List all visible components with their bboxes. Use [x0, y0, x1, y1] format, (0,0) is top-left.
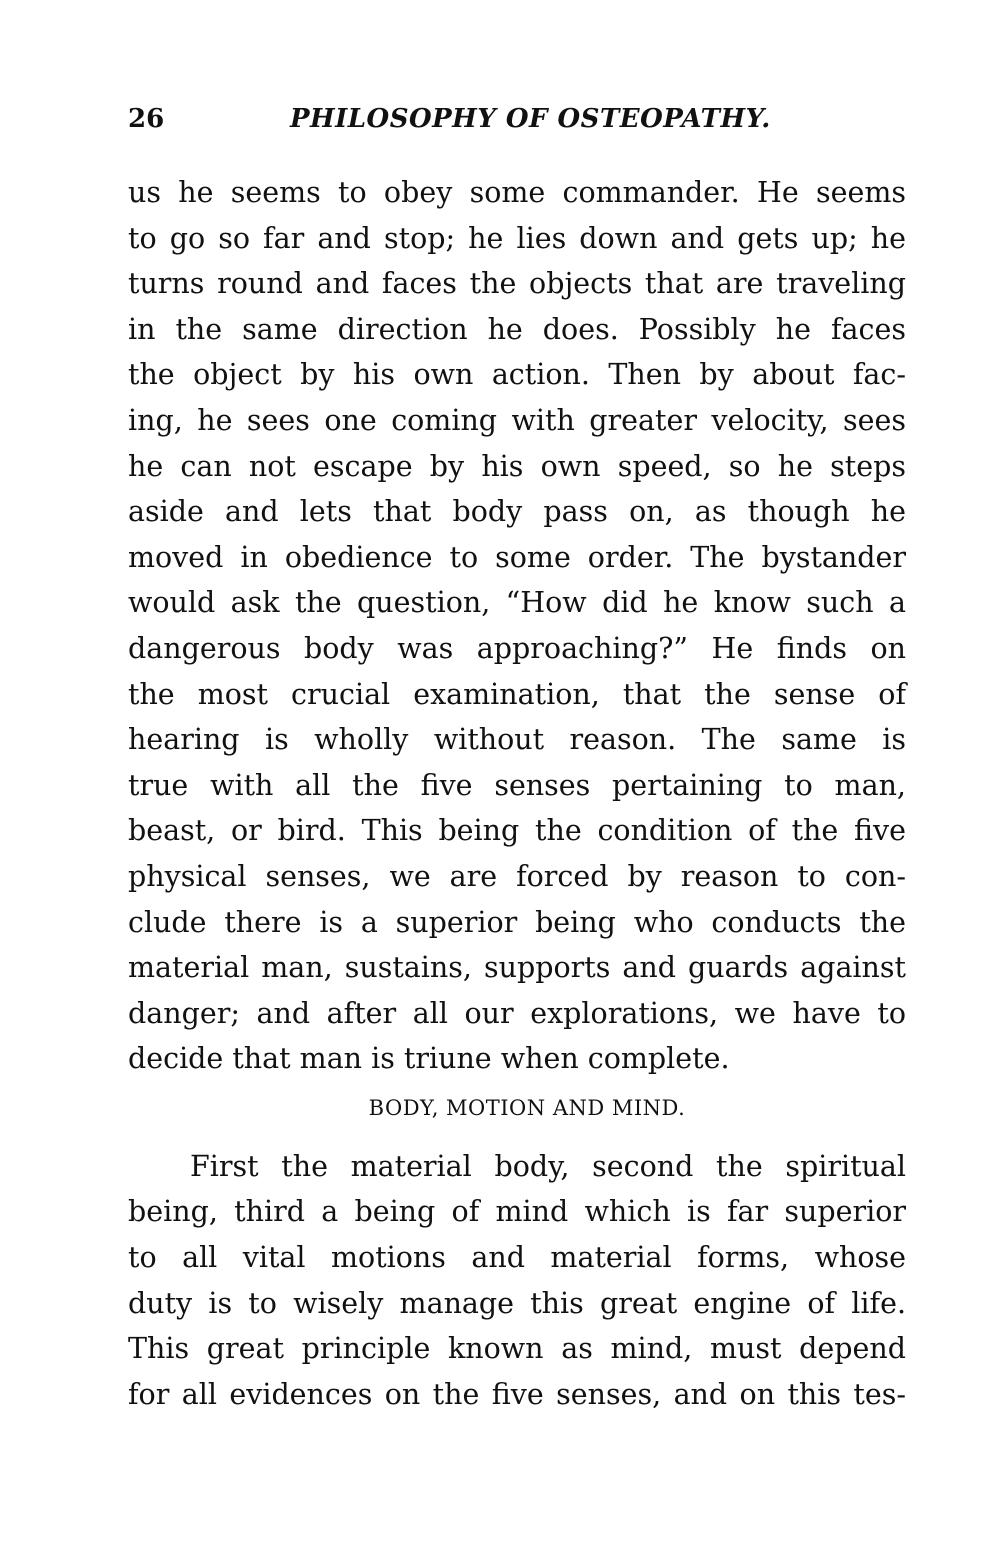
text-line: decide that man is triune when complete.	[128, 1042, 730, 1076]
text-line: true with all the five senses pertaining to man,	[128, 768, 906, 802]
text-line: us he seems to obey some commander. He seems	[128, 176, 906, 209]
page-body	[128, 170, 906, 1417]
text-line: First the material body, second the spiritual	[190, 1149, 906, 1183]
page-number: 26	[128, 104, 165, 134]
text-line: being, third a being of mind which is far superior	[128, 1195, 906, 1229]
paragraph-1	[128, 170, 906, 1082]
text-line: would ask the question, “How did he know such a	[128, 586, 906, 620]
text-line: duty is to wisely manage this great engine of life.	[128, 1286, 906, 1320]
text-line: aside and lets that body pass on, as though he	[128, 495, 906, 529]
text-line: to all vital motions and material forms, whose	[128, 1241, 906, 1275]
text-line: the most crucial examination, that the sense of	[128, 677, 906, 711]
text-line: beast, or bird. This being the condition of the five	[128, 814, 906, 848]
text-line: moved in obedience to some order. The bystander	[128, 540, 906, 574]
section-heading: BODY, MOTION AND MIND.	[368, 1095, 686, 1120]
text-line: for all evidences on the five senses, and on this tes-	[128, 1377, 906, 1411]
text-line: hearing is wholly without reason. The same is	[128, 723, 906, 757]
text-line: turns round and faces the objects that are traveling	[128, 267, 906, 301]
text-line: This great principle known as mind, must depend	[128, 1332, 906, 1366]
text-line: material man, sustains, supports and guards against	[128, 951, 906, 985]
running-head: PHILOSOPHY OF OSTEOPATHY.	[290, 104, 771, 134]
paragraph-2	[128, 1144, 906, 1418]
text-line: in the same direction he does. Possibly he faces	[128, 312, 906, 346]
text-line: clude there is a superior being who conducts the	[128, 905, 906, 939]
text-line: ing, he sees one coming with greater velocity, sees	[128, 403, 906, 437]
page-header	[128, 104, 908, 144]
text-line: the object by his own action. Then by about fac-	[128, 358, 906, 392]
text-line: danger; and after all our explorations, we have to	[128, 996, 906, 1030]
text-line: physical senses, we are forced by reason to con-	[128, 859, 906, 893]
text-line: he can not escape by his own speed, so he steps	[128, 449, 906, 483]
text-line: to go so far and stop; he lies down and gets up; he	[128, 221, 906, 255]
text-line: dangerous body was approaching?” He finds on	[128, 631, 906, 665]
